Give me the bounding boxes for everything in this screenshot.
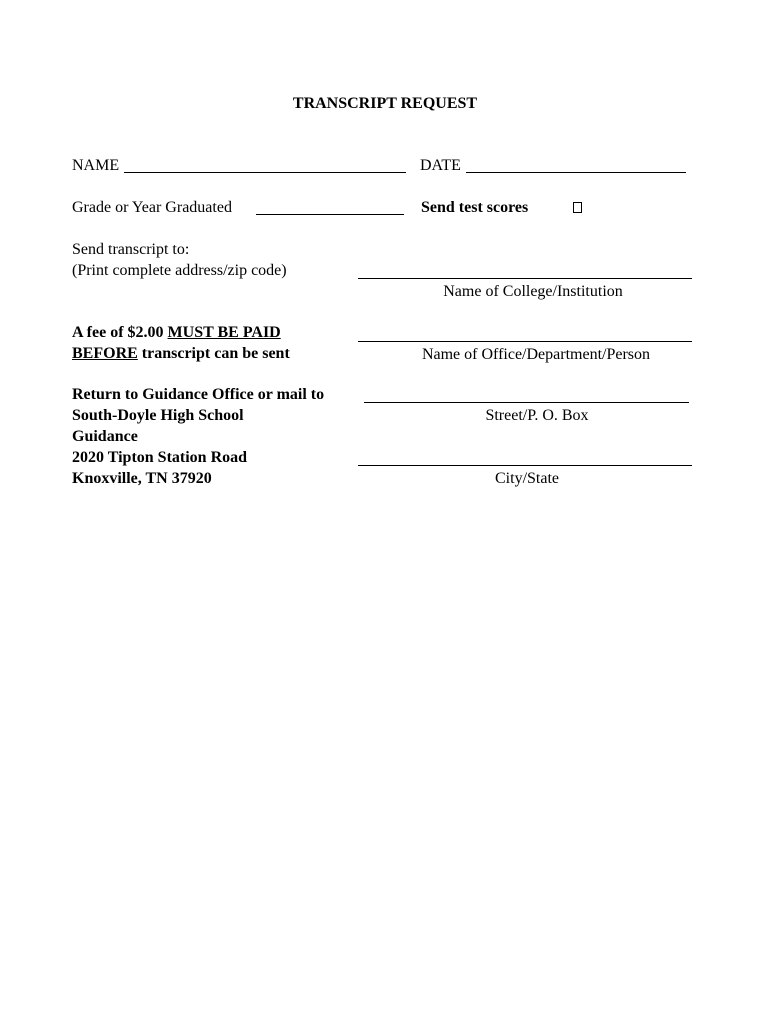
- city-field[interactable]: [358, 465, 692, 466]
- city-caption: City/State: [495, 470, 559, 487]
- print-address-note: (Print complete address/zip code): [72, 262, 287, 279]
- fee-notice-line1: [72, 323, 281, 343]
- fee-must-be-paid: MUST BE PAID: [167, 324, 281, 341]
- fee-suffix: transcript can be sent: [137, 345, 290, 362]
- street-field[interactable]: [364, 402, 689, 403]
- name-field[interactable]: [124, 172, 406, 173]
- send-test-scores-checkbox[interactable]: [573, 202, 582, 213]
- send-test-scores-label: Send test scores: [421, 199, 529, 216]
- fee-before: BEFORE: [72, 345, 138, 362]
- office-field[interactable]: [358, 341, 692, 342]
- college-caption: Name of College/Institution: [443, 283, 623, 300]
- grade-label: Grade or Year Graduated: [72, 199, 232, 216]
- return-line1: Return to Guidance Office or mail to: [72, 386, 325, 403]
- date-label: DATE: [420, 157, 461, 174]
- grade-field[interactable]: [256, 214, 404, 215]
- page-title: TRANSCRIPT REQUEST: [292, 95, 478, 112]
- return-city: Knoxville, TN 37920: [72, 470, 212, 487]
- return-school: South-Doyle High School: [72, 407, 244, 424]
- date-field[interactable]: [466, 172, 686, 173]
- college-field[interactable]: [358, 278, 692, 279]
- office-caption: Name of Office/Department/Person: [421, 346, 651, 363]
- name-label: NAME: [72, 157, 120, 174]
- street-caption: Street/P. O. Box: [485, 407, 589, 424]
- fee-notice-line2: [72, 344, 290, 364]
- return-street: 2020 Tipton Station Road: [72, 449, 248, 466]
- fee-prefix: A fee of $2.00: [72, 324, 168, 341]
- send-transcript-label: Send transcript to:: [72, 241, 190, 258]
- return-department: Guidance: [72, 428, 138, 445]
